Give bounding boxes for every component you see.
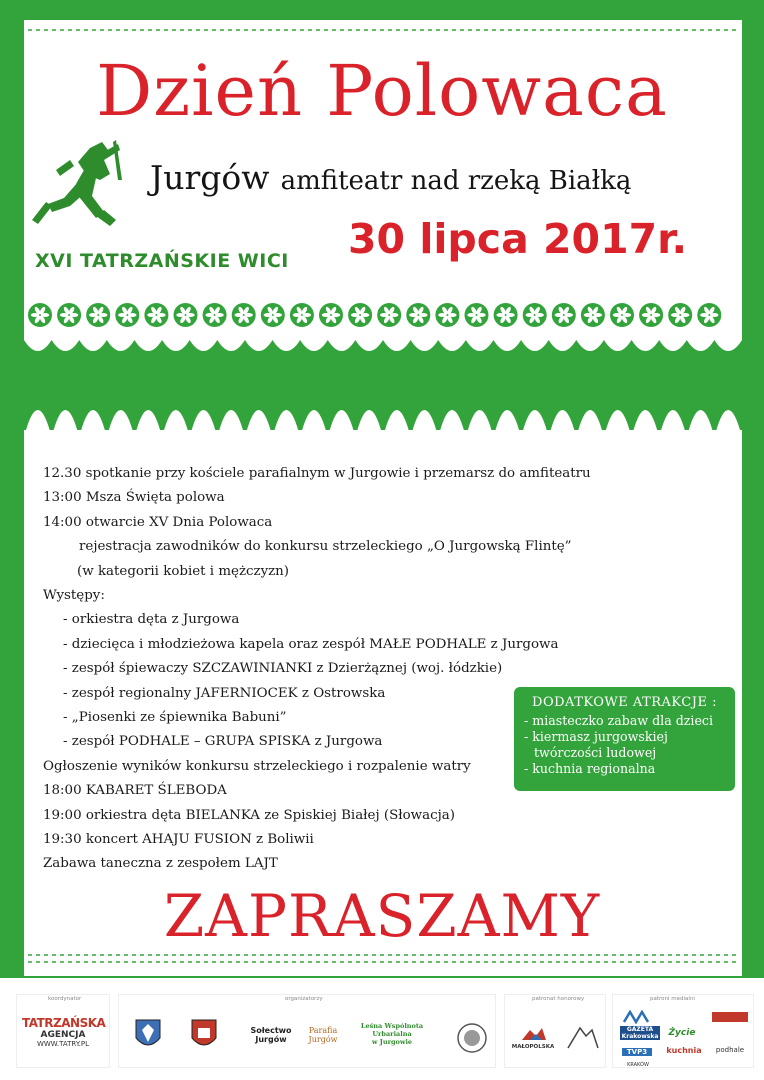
radio-icon [622, 1010, 658, 1024]
schedule-item: 12.30 spotkanie przy kościele parafialnym w Jurgowie i przemarsz do amfiteatru [43, 466, 591, 481]
schedule-item: 13:00 Msza Święta polowa [43, 490, 225, 506]
coordinator-label: koordynator [48, 996, 82, 1002]
media-logo-icon [712, 1010, 748, 1024]
runner-icon [30, 140, 130, 235]
agency-name: TATRZAŃSKA [22, 1016, 106, 1030]
seal-icon [456, 1022, 488, 1054]
solectwo-logo: Sołectwo Jurgów [250, 1026, 292, 1044]
mountain-icon [566, 1020, 600, 1054]
schedule-item: - zespół PODHALE – GRUPA SPISKA z Jurgowa [63, 734, 383, 750]
scallop-background [24, 340, 742, 430]
lesna-logo: Leśna Wspólnota Urbarialna w Jurgowie [360, 1022, 424, 1046]
malopolska-label: MAŁOPOLSKA [511, 1044, 555, 1050]
zycie-logo: Życie [668, 1028, 696, 1038]
schedule-item: Występy: [43, 588, 105, 603]
malopolska-icon [520, 1026, 548, 1042]
schedule-item: - „Piosenki ze śpiewnika Babuni” [63, 710, 287, 725]
poster-title: Dzień Polowaca [96, 50, 668, 132]
tvp-logo: TVP3 [622, 1048, 652, 1056]
crest-icon [134, 1018, 162, 1052]
gazeta-logo: GAZETA Krakowska [621, 1026, 659, 1040]
event-date: 30 lipca 2017r. [348, 215, 688, 263]
agency-sub: AGENCJA [40, 1030, 86, 1040]
schedule-item: Ogłoszenie wyników konkursu strzeleckiego i rozpalenie watry [43, 758, 471, 774]
extras-item: - kuchnia regionalna [524, 761, 656, 776]
location-line [150, 158, 631, 197]
schedule-item: - zespół śpiewaczy SZCZAWINIANKI z Dzierżąznej (woj. łódzkie) [63, 661, 503, 677]
schedule-item: 19:00 orkiestra dęta BIELANKA ze Spiskiej Białej (Słowacja) [43, 807, 455, 823]
schedule-item: 18:00 KABARET ŚLEBODA [43, 783, 227, 799]
kuchnia-logo: kuchnia [666, 1046, 702, 1055]
schedule-item: rejestracja zawodników do konkursu strzeleckiego „O Jurgowską Flintę” [79, 539, 572, 555]
extra-attractions-box [514, 687, 735, 791]
extras-heading: DODATKOWE ATRAKCJE : [532, 695, 717, 710]
patron-label: patronat honorowy [532, 996, 585, 1002]
scallop-band [24, 340, 742, 430]
invite-text: ZAPRASZAMY [163, 882, 601, 950]
podhale-logo: podhale [715, 1046, 745, 1054]
extras-item: - miasteczko zabaw dla dzieci [524, 713, 713, 728]
sponsors-footer [0, 980, 764, 1080]
extras-item: twórczości ludowej [534, 745, 657, 760]
schedule-item: 19:30 koncert AHAJU FUSION z Boliwii [43, 832, 314, 847]
rosette-band [24, 290, 742, 340]
venue-name: amfiteatr nad rzeką Białką [280, 166, 632, 196]
schedule-item: - orkiestra dęta z Jurgowa [63, 612, 240, 628]
schedule-item: 14:00 otwarcie XV Dnia Polowaca [43, 514, 273, 530]
media-label: patroni medialni [650, 996, 695, 1002]
schedule-item: - zespół regionalny JAFERNIOCEK z Ostrowska [63, 685, 386, 701]
agency-url: WWW.TATRY.PL [36, 1040, 90, 1048]
place-name: Jurgów [150, 158, 270, 197]
event-subtitle: XVI TATRZAŃSKIE WICI [35, 250, 289, 272]
parafia-logo: Parafia Jurgów [308, 1026, 338, 1044]
bottom-dotted-border [24, 948, 742, 962]
crest-icon [190, 1018, 218, 1052]
agency-logo [22, 1016, 104, 1048]
schedule-item: Zabawa taneczna z zespołem LAJT [43, 856, 278, 872]
schedule-item: - dziecięca i młodzieżowa kapela oraz zespół MAŁE PODHALE z Jurgowa [63, 636, 559, 652]
krakow-label: KRAKÓW [627, 1062, 649, 1068]
extras-item: - kiermasz jurgowskiej [524, 729, 668, 744]
schedule-item: (w kategorii kobiet i mężczyzn) [77, 563, 290, 579]
organizers-label: organizatorzy [285, 996, 323, 1002]
